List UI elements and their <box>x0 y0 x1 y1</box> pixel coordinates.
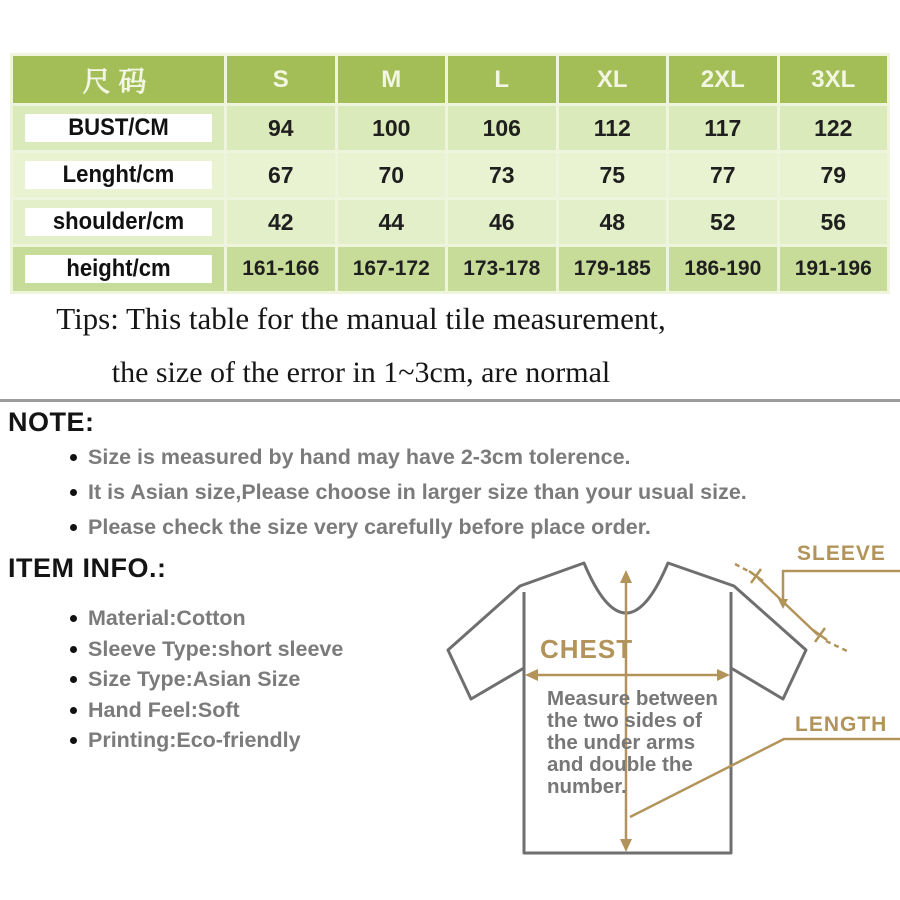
note-bullet: Size is measured by hand may have 2-3cm tolerence. <box>68 445 747 470</box>
arrowhead-up-icon <box>620 570 632 583</box>
table-cell: 117 <box>669 106 777 150</box>
note-bullet: Please check the size very carefully before place order. <box>68 515 747 540</box>
table-header-row <box>13 56 887 103</box>
table-cell: 67 <box>227 153 335 197</box>
table-cell: 75 <box>559 153 667 197</box>
table-row-height <box>13 247 887 291</box>
table-row-length <box>13 153 887 197</box>
table-cell: 112 <box>559 106 667 150</box>
table-cell: 167-172 <box>338 247 446 291</box>
svg-text:the under arms: the under arms <box>547 731 696 754</box>
tips-line-2: the size of the error in 1~3cm, are normal <box>111 356 611 389</box>
table-cell: 191-196 <box>780 247 888 291</box>
item-info-bullet: Sleeve Type:short sleeve <box>68 637 343 662</box>
tips-line-1: Tips: This table for the manual tile measurement, <box>56 301 666 336</box>
table-cell: 70 <box>338 153 446 197</box>
section-divider <box>0 399 900 402</box>
note-heading: NOTE: <box>8 407 95 437</box>
length-label: LENGTH <box>795 713 888 736</box>
item-info-heading: ITEM INFO.: <box>8 553 167 583</box>
table-cell: 46 <box>448 200 556 244</box>
table-row-shoulder <box>13 200 887 244</box>
table-cell: 42 <box>227 200 335 244</box>
table-cell: 52 <box>669 200 777 244</box>
sleeve-arrow-end-icon <box>749 569 763 583</box>
sleeve-label: SLEEVE <box>797 542 886 565</box>
note-bullet: It is Asian size,Please choose in larger size than your usual size. <box>68 480 747 505</box>
item-info-bullet-list <box>68 606 343 753</box>
chest-label: CHEST <box>540 634 634 664</box>
table-cell: 100 <box>338 106 446 150</box>
row-label-shoulder: shoulder/cm <box>25 208 212 236</box>
table-cell: 48 <box>559 200 667 244</box>
sleeve-leader-line <box>783 571 900 601</box>
table-cell: 179-185 <box>559 247 667 291</box>
table-cell: 122 <box>780 106 888 150</box>
tshirt-measurement-diagram <box>430 523 900 875</box>
dashed-extension <box>826 641 849 652</box>
header-cell-3xl: 3XL <box>780 56 888 103</box>
item-info-bullet: Size Type:Asian Size <box>68 667 343 692</box>
table-row-bust <box>13 106 887 150</box>
row-label-height: height/cm <box>25 255 212 283</box>
table-cell: 56 <box>780 200 888 244</box>
table-cell: 94 <box>227 106 335 150</box>
svg-text:the two sides of: the two sides of <box>547 709 702 732</box>
table-cell: 77 <box>669 153 777 197</box>
svg-text:Measure between: Measure between <box>547 687 718 710</box>
sleeve-arrow-end-icon <box>813 628 827 642</box>
table-cell: 173-178 <box>448 247 556 291</box>
row-label-length: Lenght/cm <box>25 161 212 189</box>
header-cell-size-cn: 尺码 <box>13 56 224 103</box>
tips-text <box>0 301 722 390</box>
table-cell: 186-190 <box>669 247 777 291</box>
header-cell-2xl: 2XL <box>669 56 777 103</box>
item-info-bullet: Printing:Eco-friendly <box>68 728 343 753</box>
header-cell-l: L <box>448 56 556 103</box>
row-label-bust: BUST/CM <box>25 114 212 142</box>
table-cell: 44 <box>338 200 446 244</box>
table-cell: 161-166 <box>227 247 335 291</box>
table-cell: 79 <box>780 153 888 197</box>
header-cell-xl: XL <box>559 56 667 103</box>
size-chart-table <box>10 53 890 294</box>
table-cell: 73 <box>448 153 556 197</box>
header-cell-s: S <box>227 56 335 103</box>
item-info-section <box>8 553 343 759</box>
header-cell-m: M <box>338 56 446 103</box>
item-info-bullet: Hand Feel:Soft <box>68 698 343 723</box>
table-cell: 106 <box>448 106 556 150</box>
svg-text:number.: number. <box>547 775 627 798</box>
item-info-bullet: Material:Cotton <box>68 606 343 631</box>
svg-text:and double the: and double the <box>547 753 693 776</box>
